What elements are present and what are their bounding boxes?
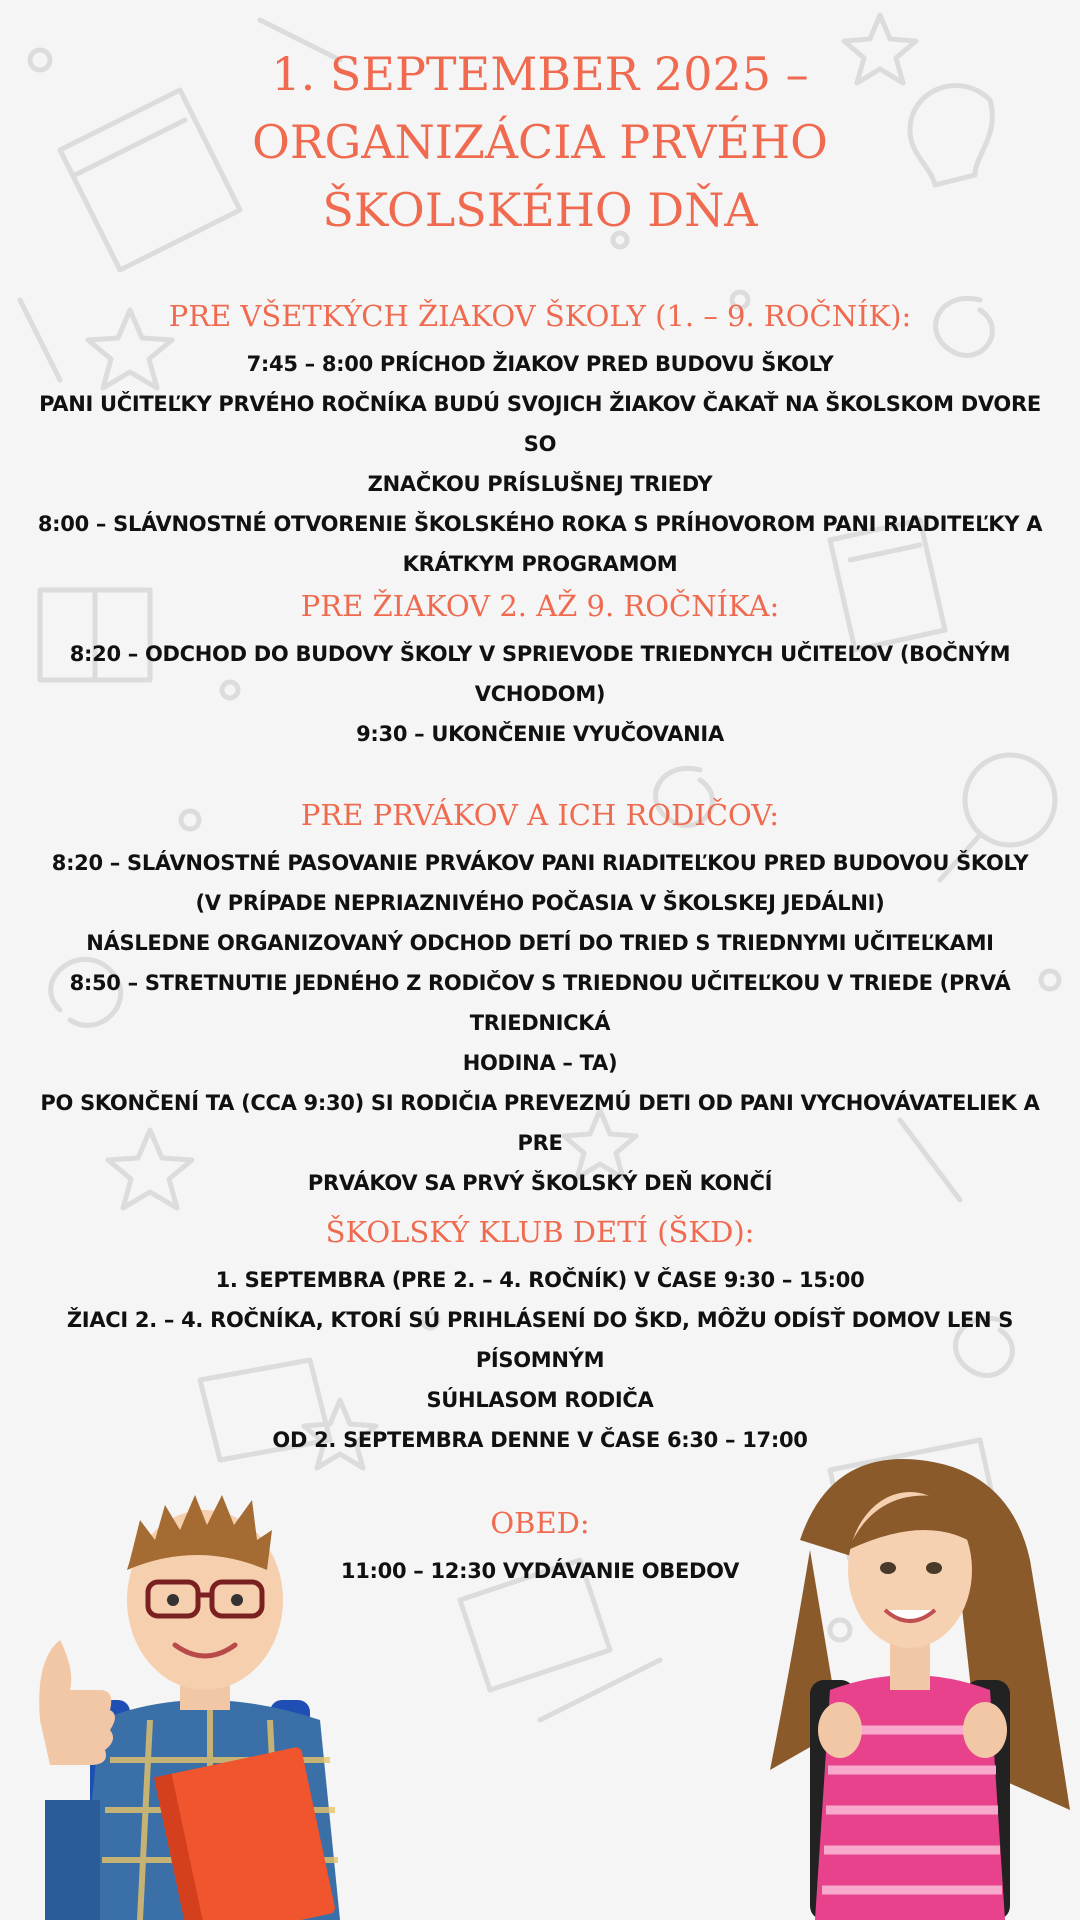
schedule-line: 8:20 – ODCHOD DO BUDOVY ŠKOLY V SPRIEVODE TRIEDNYCH UČITEĽOV (BOČNÝM VCHODOM) xyxy=(69,642,1011,706)
schedule-line: ZNAČKOU PRÍSLUŠNEJ TRIEDY xyxy=(367,472,713,496)
section-grades-2-9 xyxy=(20,586,1060,754)
schedule-line: PANI UČITEĽKY PRVÉHO ROČNÍKA BUDÚ SVOJICH ŽIAKOV ČAKAŤ NA ŠKOLSKOM DVORE SO xyxy=(39,392,1041,456)
schedule-line: KRÁTKYM PROGRAMOM xyxy=(402,552,678,576)
schedule-line: PRVÁKOV SA PRVÝ ŠKOLSKÝ DEŇ KONČÍ xyxy=(307,1171,773,1195)
section-heading: PRE PRVÁKOV A ICH RODIČOV: xyxy=(300,798,780,832)
section-heading: ŠKOLSKÝ KLUB DETÍ (ŠKD): xyxy=(325,1215,755,1249)
section-heading: PRE ŽIAKOV 2. AŽ 9. ROČNÍKA: xyxy=(300,589,780,623)
section-all-students xyxy=(20,296,1060,584)
section-heading: PRE VŠETKÝCH ŽIAKOV ŠKOLY (1. – 9. ROČNÍK): xyxy=(168,299,912,333)
schedule-line: NÁSLEDNE ORGANIZOVANÝ ODCHOD DETÍ DO TRIED S TRIEDNYMI UČITEĽKAMI xyxy=(86,931,994,955)
schedule-line: 1. SEPTEMBRA (PRE 2. – 4. ROČNÍK) V ČASE 9:30 – 15:00 xyxy=(215,1268,865,1292)
schedule-line: 7:45 – 8:00 PRÍCHOD ŽIAKOV PRED BUDOVU ŠKOLY xyxy=(246,352,834,376)
title-line-1: 1. SEPTEMBER 2025 – xyxy=(271,47,809,101)
title-line-2: ORGANIZÁCIA PRVÉHO xyxy=(252,115,828,169)
section-heading: OBED: xyxy=(490,1506,590,1540)
schedule-line: 8:00 – SLÁVNOSTNÉ OTVORENIE ŠKOLSKÉHO ROKA S PRÍHOVOROM PANI RIADITEĽKY A xyxy=(37,512,1043,536)
section-school-club xyxy=(20,1212,1060,1460)
schedule-line: HODINA – TA) xyxy=(462,1051,618,1075)
schedule-line: OD 2. SEPTEMBRA DENNE V ČASE 6:30 – 17:00 xyxy=(272,1428,808,1452)
schedule-line: 11:00 – 12:30 VYDÁVANIE OBEDOV xyxy=(340,1559,740,1583)
section-first-graders xyxy=(20,795,1060,1203)
schedule-line: 8:20 – SLÁVNOSTNÉ PASOVANIE PRVÁKOV PANI RIADITEĽKOU PRED BUDOVOU ŠKOLY xyxy=(51,851,1029,875)
schedule-line: PO SKONČENÍ TA (CCA 9:30) SI RODIČIA PREVEZMÚ DETI OD PANI VYCHOVÁVATELIEK A PRE xyxy=(40,1091,1040,1155)
schedule-line: SÚHLASOM RODIČA xyxy=(426,1388,654,1412)
page-title xyxy=(0,40,1080,244)
section-lunch xyxy=(20,1503,1060,1591)
schedule-line: 9:30 – UKONČENIE VYUČOVANIA xyxy=(356,722,724,746)
schedule-line: 8:50 – STRETNUTIE JEDNÉHO Z RODIČOV S TRIEDNOU UČITEĽKOU V TRIEDE (PRVÁ TRIEDNICKÁ xyxy=(69,971,1011,1035)
title-line-3: ŠKOLSKÉHO DŇA xyxy=(322,183,758,237)
schedule-line: ŽIACI 2. – 4. ROČNÍKA, KTORÍ SÚ PRIHLÁSENÍ DO ŠKD, MÔŽU ODÍSŤ DOMOV LEN S PÍSOMNÝM xyxy=(66,1308,1014,1372)
schedule-line: (V PRÍPADE NEPRIAZNIVÉHO POČASIA V ŠKOLSKEJ JEDÁLNI) xyxy=(195,891,885,915)
